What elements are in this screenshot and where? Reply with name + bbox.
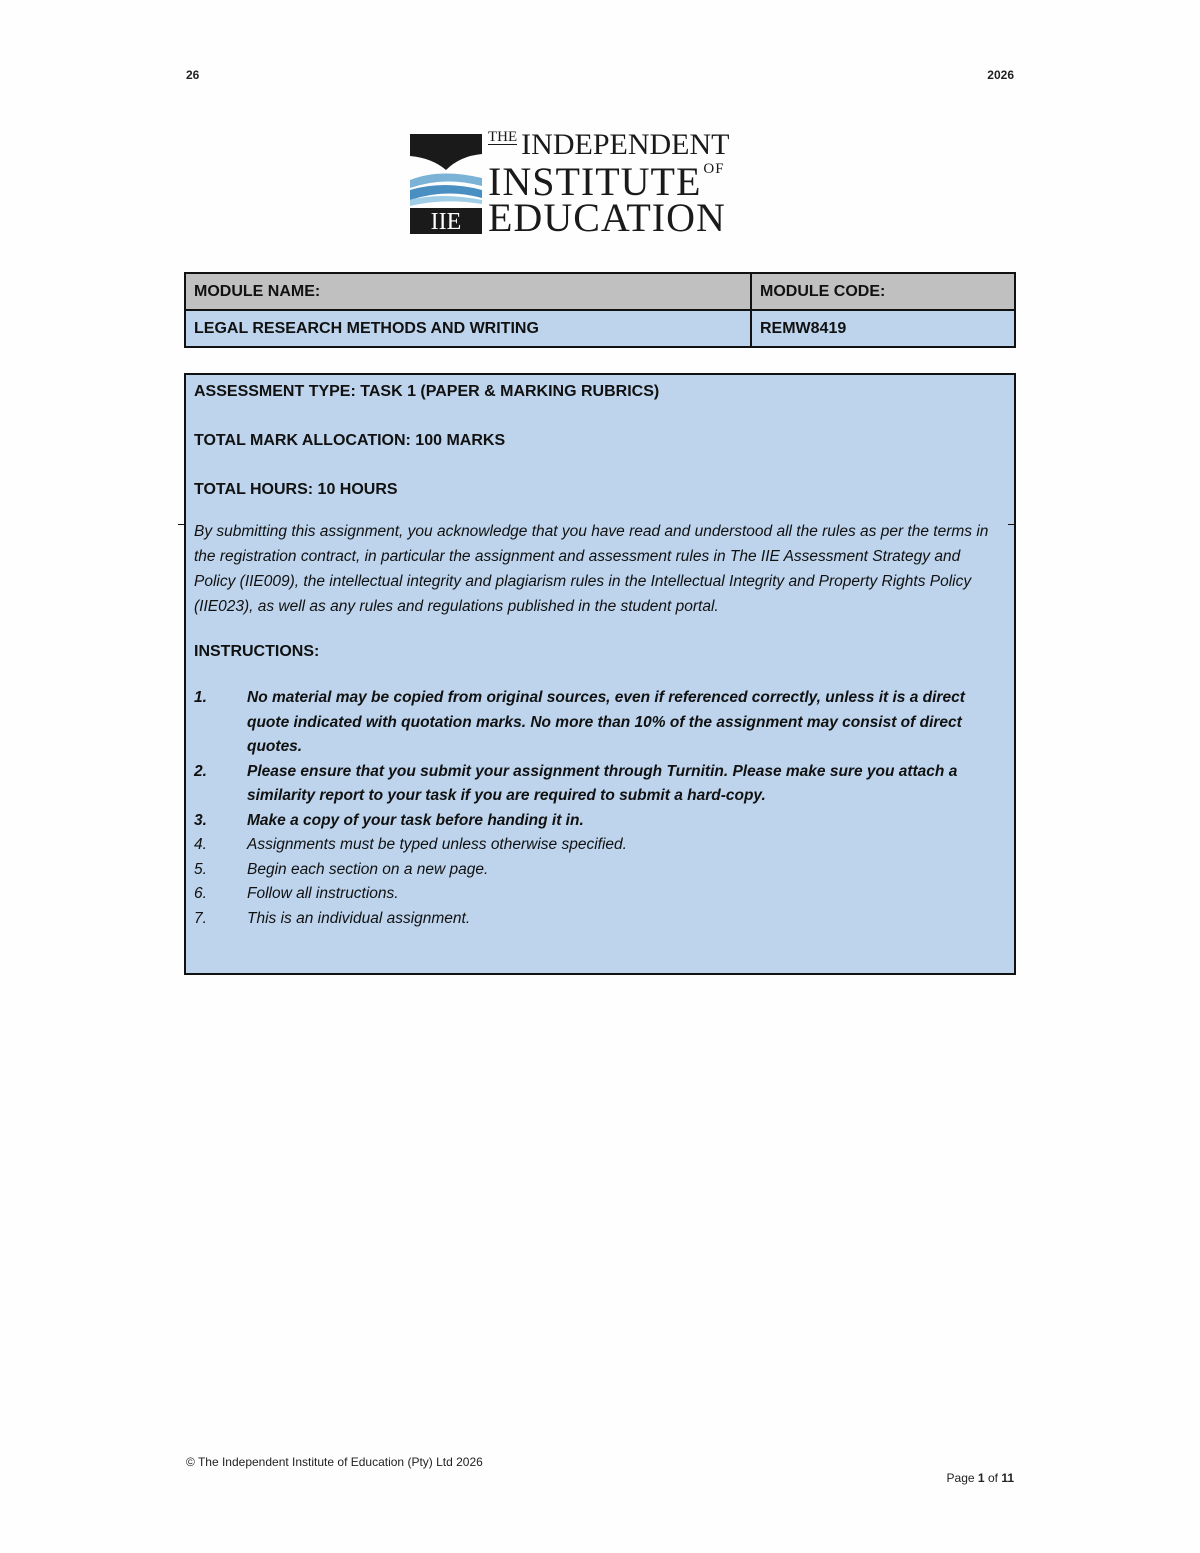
total-mark-allocation: TOTAL MARK ALLOCATION: 100 MARKS — [194, 432, 506, 449]
footer-copyright: © The Independent Institute of Education (Pty) Ltd 2026 — [186, 1455, 483, 1469]
iie-logo — [410, 130, 790, 238]
footer-page-number: Page 1 of 11 — [946, 1471, 1014, 1485]
logo-independent: INDEPENDENT — [521, 128, 730, 161]
list-item: 1. No material may be copied from original sources, even if referenced correctly, unless it is a direct quote indicated with quotation marks. No more than 10% of the assignment may consist of direct quotes. — [194, 689, 965, 755]
instructions-list — [194, 686, 1005, 931]
list-item: 5. Begin each section on a new page. — [194, 860, 489, 878]
list-item: 7. This is an individual assignment. — [194, 909, 471, 927]
module-code-value: REMW8419 — [751, 310, 1015, 347]
assessment-type: ASSESSMENT TYPE: TASK 1 (PAPER & MARKING RUBRICS) — [194, 383, 660, 400]
iie-logo-mark — [410, 134, 482, 234]
module-name-header: MODULE NAME: — [185, 273, 751, 310]
module-name-value: LEGAL RESEARCH METHODS AND WRITING — [185, 310, 751, 347]
acknowledgement-text: By submitting this assignment, you acknowledge that you have read and understood all the rules as per the terms in the registration contract, in particular the assignment and assessment rules in The IIE Assessment Strategy and Policy (IIE009), the intellectual integrity and plagiarism rules in the Intellectual Integrity and Property Rights Policy (IIE023), as well as any rules and regulations published in the student portal. — [194, 523, 989, 615]
logo-education: EDUCATION — [488, 195, 726, 240]
list-item: 4. Assignments must be typed unless otherwise specified. — [194, 836, 627, 853]
assessment-box — [184, 373, 1016, 975]
list-item: 3. Make a copy of your task before handing it in. — [194, 811, 584, 829]
instructions-heading: INSTRUCTIONS: — [194, 643, 320, 660]
logo-institute: INSTITUTE — [488, 159, 702, 204]
list-item: 6. Follow all instructions. — [194, 885, 399, 902]
table-divider-tick-right — [1008, 524, 1016, 525]
logo-the: THE — [488, 129, 518, 145]
header-right-year: 2026 — [987, 68, 1014, 82]
total-hours: TOTAL HOURS: 10 HOURS — [194, 481, 398, 498]
header-left-number: 26 — [186, 68, 200, 82]
list-item: 2. Please ensure that you submit your assignment through Turnitin. Please make sure you attach a similarity report to your task if you are required to submit a hard-copy. — [194, 762, 958, 804]
table-divider-tick-left — [178, 524, 186, 525]
module-table — [184, 272, 1016, 348]
svg-text:IIE: IIE — [430, 209, 462, 234]
logo-of: OF — [703, 161, 725, 177]
module-code-header: MODULE CODE: — [751, 273, 1015, 310]
